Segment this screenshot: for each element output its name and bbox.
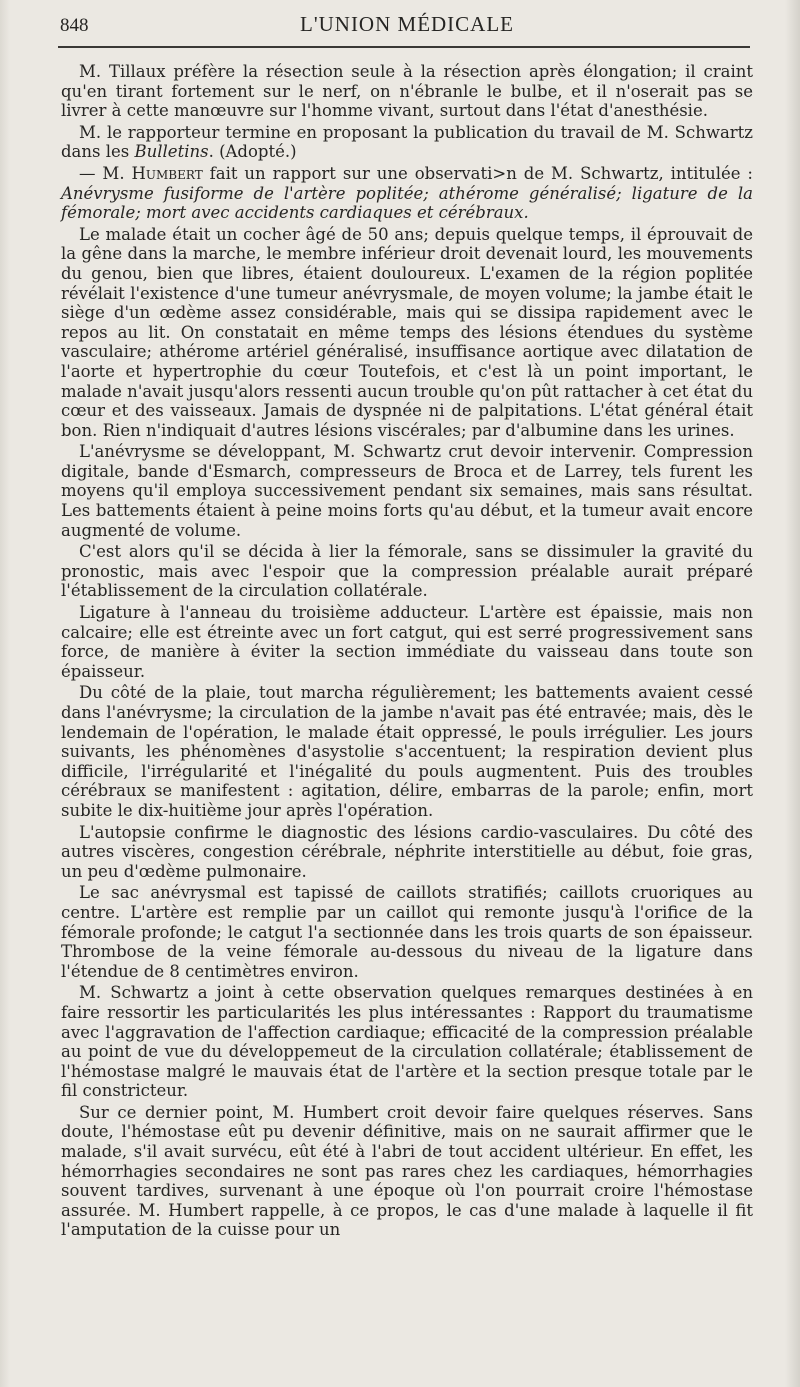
paragraph-adoption-post: . (Adopté.) (208, 142, 297, 162)
author-name: Humbert (131, 163, 203, 183)
paragraph-humbert-report (61, 164, 753, 223)
bulletins-title: Bulletins (134, 142, 209, 162)
paragraph-course: Du côté de la plaie, tout marcha régulièrement; les battements avaient cessé dans l'anévrysme; la circulation de la jambe n'avait pas été entravée; mais, dès le lendemain de l'opération, le malade était oppressé, le pouls irrégulier. Les jours suivants, les phénomènes d'asystolie s'accentuent; la respiration devient plus difficile, l'irrégularité et l'inégalité du pouls augmentent. Puis des troubles cérébraux se manifestent : agitation, délire, embarras de la parole; enfin, mort subite le dix-huitième jour après l'opération. (61, 683, 753, 820)
paragraph-remarks: M. Schwartz a joint à cette observation quelques remarques destinées à en faire ressortir les particularités les plus intéressantes : Rapport du traumatisme avec l'aggravation de l'affection cardiaque; efficacité de la compression préalable au point de vue du développemeut de la circulation collatérale; établissement de l'hémostase malgré le mauvais état de l'artère et la section presque totale par le fil constricteur. (61, 983, 753, 1101)
journal-title: L'UNION MÉDICALE (300, 12, 515, 36)
paragraph-decision: C'est alors qu'il se décida à lier la fémorale, sans se dissimuler la gravité du pronostic, mais avec l'espoir que la compression préalable aurait préparé l'établissement de la circulation collatérale. (61, 542, 753, 601)
paragraph-reservations: Sur ce dernier point, M. Humbert croit devoir faire quelques réserves. Sans doute, l'hémostase eût pu devenir définitive, mais on ne saurait affirmer que le malade, s'il avait survécu, eût été à l'abri de tout accident ultérieur. En effet, les hémorrhagies secondaires ne sont pas rares chez les cardiaques, hémorrhagies souvent tardives, survenant à une époque où l'on pourrait croire l'hémostase assurée. M. Humbert rappelle, à ce propos, le cas d'une malade à laquelle il fit l'amputation de la cuisse pour un (61, 1102, 753, 1240)
report-text: fait un rapport sur une observati>n de M. Schwartz, intitulée : (202, 163, 753, 183)
paragraph-ligature: Ligature à l'anneau du troisième adducteur. L'artère est épaissie, mais non calcaire; elle est étreinte avec un fort catgut, qui est serré progressivement sans force, de manière à éviter la section immédiate du vaisseau dans toute son épaisseur. (61, 603, 753, 681)
paragraph-case-history: Le malade était un cocher âgé de 50 ans; depuis quelque temps, il éprouvait de la gêne dans la marche, le membre inférieur droit devenait lourd, les mouvements du genou, bien que libres, étaient douloureux. L'examen de la région poplitée révélait l'existence d'une tumeur anévrysmale, de moyen volume; la jambe était le siège d'un œdème assez considérable, mais qui se dissipa rapidement avec le repos au lit. On constatait en même temps des lésions étendues du système vasculaire; athérome artériel généralisé, insuffisance aortique avec dilatation de l'aorte et hypertrophie du cœur Toutefois, et c'est là un point important, le malade n'avait jusqu'alors ressenti aucun trouble qu'on pût rattacher à cet état du cœur et des vaisseaux. Jamais de dyspnée ni de palpitations. L'état général était bon. Rien n'indiquait d'autres lésions viscérales; par d'albumine dans les urines. (61, 224, 753, 440)
article-body (61, 62, 753, 1242)
paragraph-tillaux: M. Tillaux préfère la résection seule à la résection après élongation; il craint qu'en tirant fortement sur le nerf, on n'ébranle le bulbe, et il n'oserait pas se livrer à cette manœuvre sur l'homme vivant, surtout dans l'état d'anesthésie. (61, 62, 753, 121)
observation-title: Anévrysme fusiforme de l'artère poplitée; athérome généralisé; ligature de la fémorale; mort avec accidents cardiaques et cérébraux. (61, 183, 753, 223)
paragraph-adoption (61, 123, 753, 162)
header-rule (58, 46, 750, 48)
paragraph-sac: Le sac anévrysmal est tapissé de caillots stratifiés; caillots cruoriques au centre. L'artère est remplie par un caillot qui remonte jusqu'à l'orifice de la fémorale profonde; le catgut l'a sectionnée dans les trois quarts de son épaisseur. Thrombose de la veine fémorale au-dessous du niveau de la ligature dans l'étendue de 8 centimètres environ. (61, 883, 753, 981)
page-number: 848 (60, 15, 89, 36)
paragraph-autopsy: L'autopsie confirme le diagnostic des lésions cardio-vasculaires. Du côté des autres viscères, congestion cérébrale, néphrite interstitielle au début, foie gras, un peu d'œdème pulmonaire. (61, 822, 753, 881)
paragraph-adoption-pre: M. le rapporteur termine en proposant la publication du travail de M. Schwartz dans les (61, 122, 753, 162)
paragraph-treatment: L'anévrysme se développant, M. Schwartz crut devoir intervenir. Compression digitale, bande d'Esmarch, compresseurs de Broca et de Larrey, tels furent les moyens qu'il employa successivement pendant six semaines, mais sans résultat. Les battements étaient à peine moins forts qu'au début, et la tumeur avait encore augmenté de volume. (61, 442, 753, 540)
page-header (0, 0, 800, 46)
report-lead: — M. (79, 163, 132, 183)
